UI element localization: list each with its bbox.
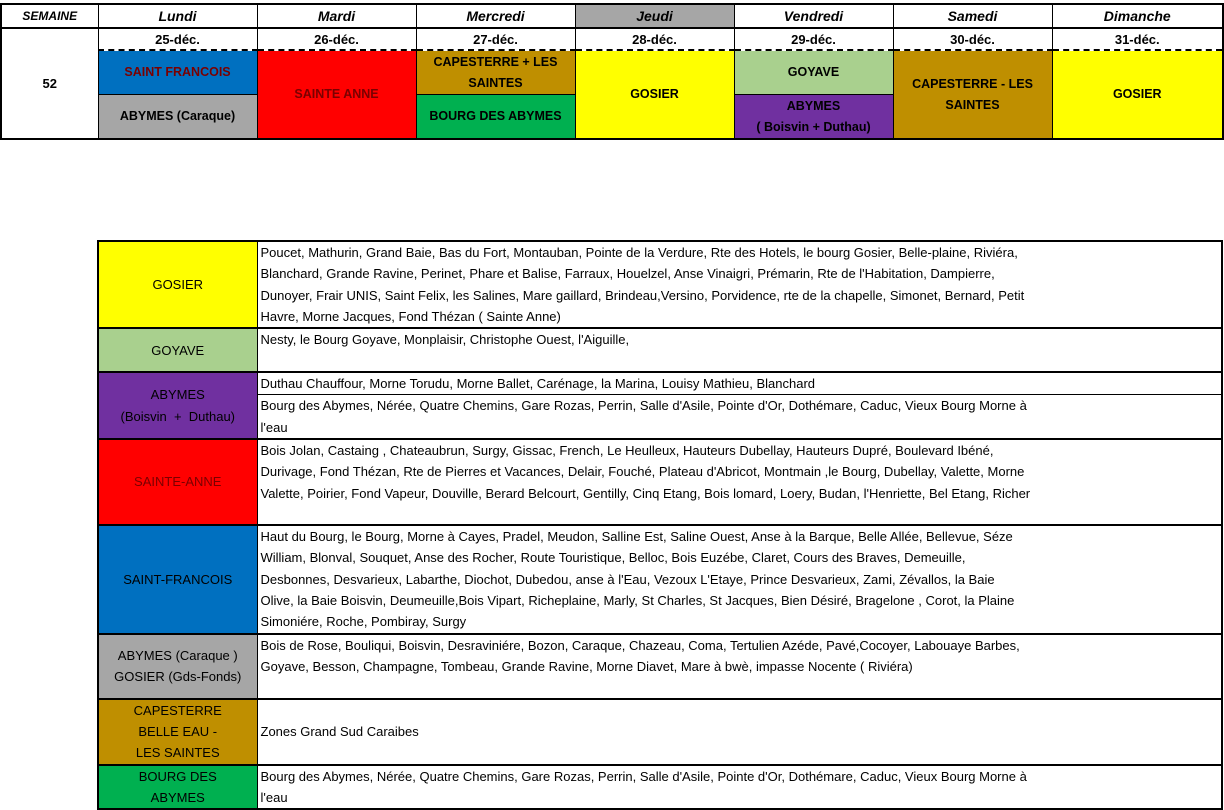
activity-row-1	[1, 50, 1223, 95]
header-lundi: Lundi	[98, 4, 257, 28]
zone-label-line: (Boisvin + Duthau)	[120, 408, 236, 424]
zone-row-abymes-caraque	[98, 634, 1222, 699]
header-semaine: SEMAINE	[1, 4, 98, 28]
zone-label-line: SAINT-FRANCOIS	[123, 571, 233, 587]
header-dimanche: Dimanche	[1052, 4, 1223, 28]
zone-label-line: BELLE EAU -	[138, 723, 218, 739]
zone-label-line: GOYAVE	[151, 342, 205, 358]
zone-row-saint-francois	[98, 525, 1222, 633]
mardi-cell: SAINTE ANNE	[257, 50, 416, 139]
date-mardi: 26-déc.	[257, 28, 416, 50]
zone-desc-bourg-des-abymes	[257, 765, 1222, 810]
header-row	[1, 4, 1223, 28]
zone-desc-abymes-boisvin-2	[257, 395, 1222, 439]
weekly-schedule-table	[0, 3, 1224, 140]
zone-label-line: LES SAINTES	[135, 745, 220, 761]
zone-desc-goyave	[257, 328, 1222, 372]
mercredi-am-cell	[416, 50, 575, 95]
zones-table	[97, 240, 1223, 810]
vendredi-pm-cell	[734, 95, 893, 140]
vendredi-pm-line-2: ( Boisvin + Duthau)	[756, 119, 871, 134]
zone-desc-saint-francois	[257, 525, 1222, 633]
date-samedi: 30-déc.	[893, 28, 1052, 50]
zone-label-sainte-anne	[98, 439, 257, 525]
zone-desc-text: Nesty, le Bourg Goyave, Monplaisir, Christophe Ouest, l'Aiguille,	[260, 332, 630, 348]
zone-desc-text: Bois de Rose, Bouliqui, Boisvin, Desraviniére, Bozon, Caraque, Chazeau, Coma, Tertulien Azéde, Pavé,Cocoyer, Labouaye Barbes, Goyave, Besson, Champagne, Tombeau, Grande Ravine, Morne Diavet, Mare à bwè, impasse Nocente ( Riviéra)	[260, 637, 1020, 674]
samedi-cell	[893, 50, 1052, 139]
zone-label-abymes-boisvin	[98, 372, 257, 439]
zone-desc-sainte-anne	[257, 439, 1222, 525]
header-vendredi: Vendredi	[734, 4, 893, 28]
vendredi-pm-line-1: ABYMES	[786, 98, 841, 113]
zone-label-line: ABYMES	[150, 789, 205, 805]
zone-desc-text: Zones Grand Sud Caraibes	[260, 723, 419, 739]
zone-desc-gosier	[257, 241, 1222, 328]
mercredi-am-line-2: SAINTES	[468, 75, 523, 90]
jeudi-cell: GOSIER	[575, 50, 734, 139]
zone-label-abymes-caraque	[98, 634, 257, 699]
lundi-am-cell: SAINT FRANCOIS	[98, 50, 257, 95]
zone-desc-text: Haut du Bourg, le Bourg, Morne à Cayes, Pradel, Meudon, Salline Est, Saline Ouest, Anse à la Barque, Belle Allée, Bellevue, Séze William, Blonval, Souquet, Anse des Rocher, Route Touristique, Belloc, Bois Euzébe, Claret, Cours des Braves, Demeuille, Desbonnes, Desvarieux, Labarthe, Diochot, Dubedou, anse à l'Eau, Vezoux L'Etaye, Prince Desvarieux, Zami, Zévallos, la Baie Olive, la Baie Boisvin, Deumeuille,Bois Vipart, Richeplaine, Marly, St Charles, St Jacques, Bien Désiré, Bragelone , Corot, la Plaine Simoniére, Roche, Pombiray, Surgy	[260, 529, 1015, 630]
zone-label-line: ABYMES (Caraque )	[117, 647, 238, 663]
zone-desc-capesterre	[257, 699, 1222, 765]
dimanche-cell: GOSIER	[1052, 50, 1223, 139]
date-lundi: 25-déc.	[98, 28, 257, 50]
mercredi-pm-cell: BOURG DES ABYMES	[416, 95, 575, 140]
samedi-line-2: SAINTES	[945, 97, 1000, 112]
mercredi-am-line-1: CAPESTERRE + LES	[433, 54, 558, 69]
zone-label-line: GOSIER	[152, 276, 204, 292]
zone-desc-text: Bourg des Abymes, Nérée, Quatre Chemins, Gare Rozas, Perrin, Salle d'Asile, Pointe d'Or, Dothémare, Caduc, Vieux Bourg Morne à l'eau	[260, 398, 1027, 435]
zone-label-saint-francois	[98, 525, 257, 633]
zone-row-abymes-boisvin-2	[98, 395, 1222, 439]
zone-label-line: ABYMES	[150, 387, 205, 403]
zone-label-line: CAPESTERRE	[133, 702, 222, 718]
zone-desc-text: Duthau Chauffour, Morne Torudu, Morne Ballet, Carénage, la Marina, Louisy Mathieu, Blanchard	[260, 376, 816, 392]
lundi-pm-cell: ABYMES (Caraque)	[98, 95, 257, 140]
zone-label-gosier	[98, 241, 257, 328]
zone-label-line: SAINTE-ANNE	[134, 474, 222, 490]
zone-label-capesterre	[98, 699, 257, 765]
header-mercredi: Mercredi	[416, 4, 575, 28]
zone-row-goyave	[98, 328, 1222, 372]
zone-desc-text: Bourg des Abymes, Nérée, Quatre Chemins, Gare Rozas, Perrin, Salle d'Asile, Pointe d'Or, Dothémare, Caduc, Vieux Bourg Morne à l'eau	[260, 768, 1027, 805]
samedi-line-1: CAPESTERRE - LES	[912, 76, 1033, 91]
header-jeudi: Jeudi	[575, 4, 734, 28]
zone-desc-abymes-caraque	[257, 634, 1222, 699]
date-jeudi: 28-déc.	[575, 28, 734, 50]
zone-row-capesterre	[98, 699, 1222, 765]
date-mercredi: 27-déc.	[416, 28, 575, 50]
zone-desc-abymes-boisvin-1	[257, 372, 1222, 395]
zone-desc-text: Poucet, Mathurin, Grand Baie, Bas du Fort, Montauban, Pointe de la Verdure, Rte des Hotels, le bourg Gosier, Belle-plaine, Riviéra, Blanchard, Grande Ravine, Perinet, Phare et Balise, Farraux, Houelzel, Anse Vinaigri, Prémarin, Rte de l'Habitation, Dampierre, Dunoyer, Frair UNIS, Saint Felix, les Salines, Mare gaillard, Brindeau,Versino, Porvidence, rte de la chapelle, Simonet, Bernard, Petit Havre, Morne Jacques, Fond Thézan ( Sainte Anne)	[260, 245, 1025, 324]
header-mardi: Mardi	[257, 4, 416, 28]
vendredi-am-cell: GOYAVE	[734, 50, 893, 95]
dates-row	[1, 28, 1223, 50]
zone-label-line: GOSIER (Gds-Fonds)	[114, 669, 242, 685]
zone-desc-text: Bois Jolan, Castaing , Chateaubrun, Surgy, Gissac, French, Le Heulleux, Hauteurs Dubellay, Hauteurs Dupré, Boulevard Ibéné, Durivage, Fond Thézan, Rte de Pierres et Vacances, Delair, Fouché, Plateau d'Abricot, Montmain ,le Bourg, Dubellay, Valette, Morne Valette, Poirier, Fond Vapeur, Douville, Berard Belcourt, Gentilly, Cinq Etang, Bois lomard, Loery, Budan, l'Henriette, Bel Etang, Richer	[260, 443, 1031, 501]
zone-row-abymes-boisvin	[98, 372, 1222, 395]
zone-label-goyave	[98, 328, 257, 372]
date-dimanche: 31-déc.	[1052, 28, 1223, 50]
zone-row-bourg-des-abymes	[98, 765, 1222, 810]
header-samedi: Samedi	[893, 4, 1052, 28]
date-vendredi: 29-déc.	[734, 28, 893, 50]
week-number: 52	[1, 28, 98, 139]
zone-label-line: BOURG DES	[138, 768, 217, 784]
zone-label-bourg-des-abymes	[98, 765, 257, 810]
zone-row-sainte-anne	[98, 439, 1222, 525]
zone-row-gosier	[98, 241, 1222, 328]
